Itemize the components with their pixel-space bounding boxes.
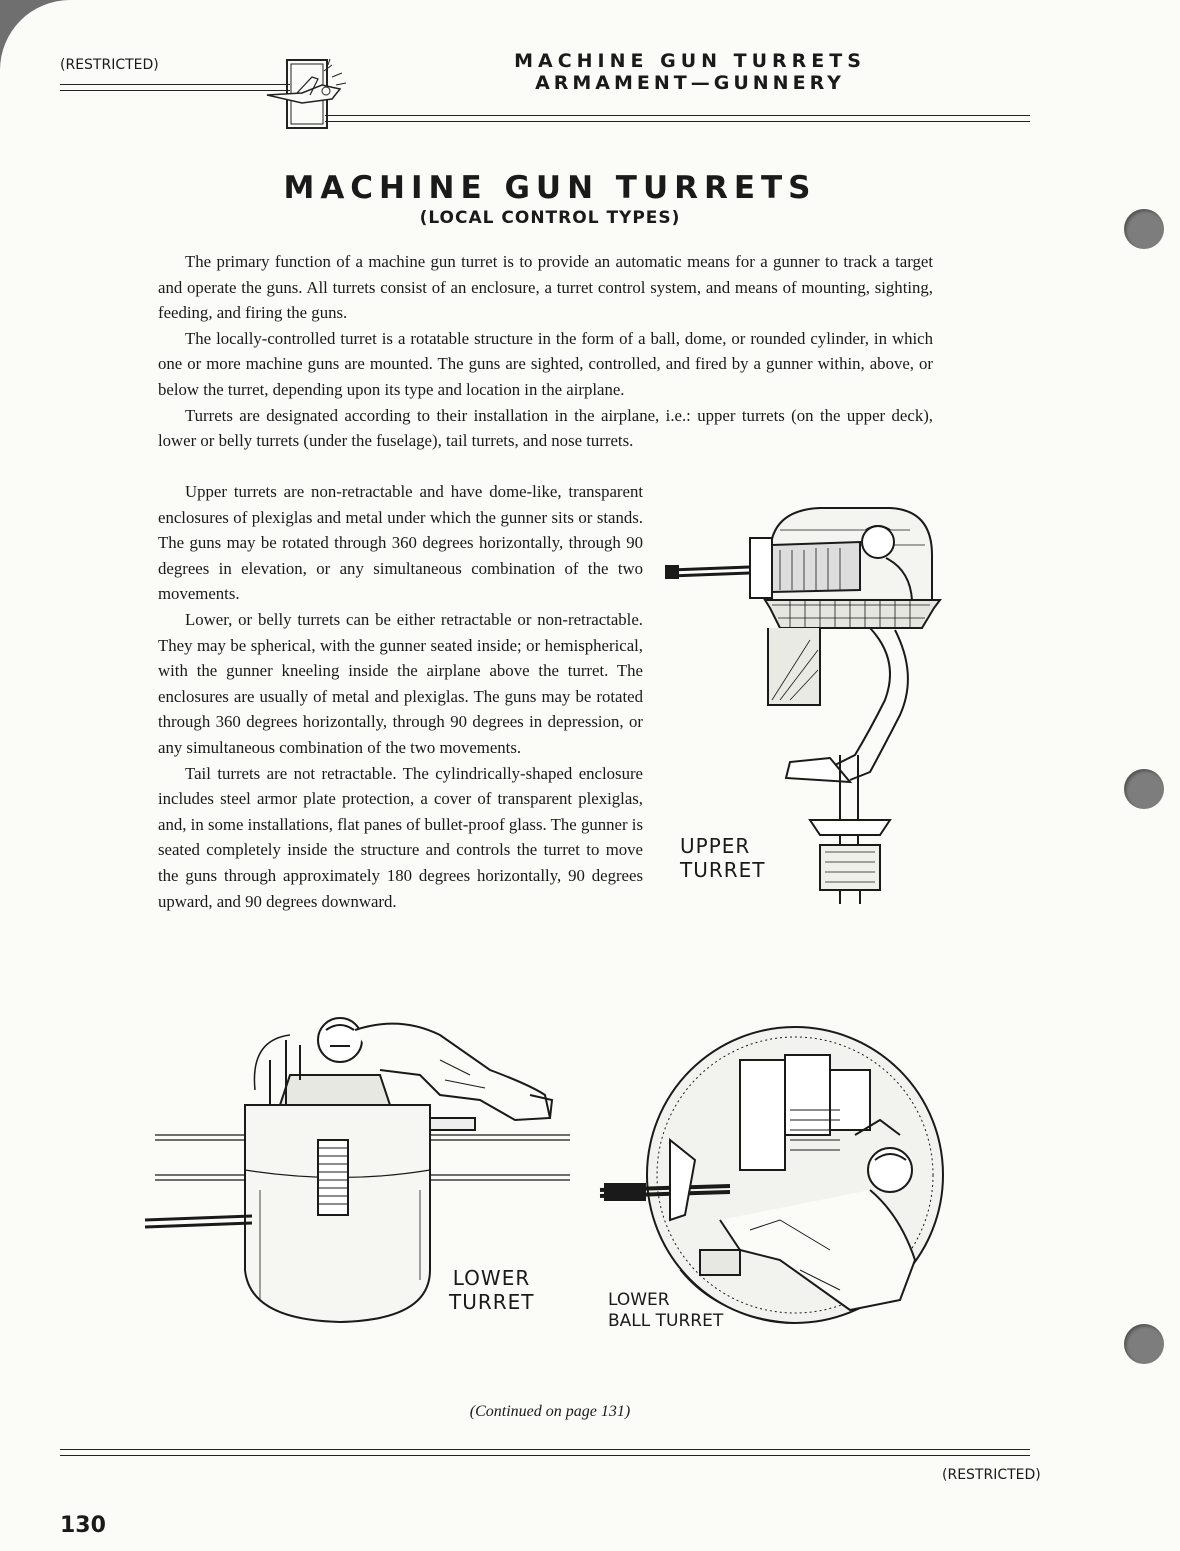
binder-hole xyxy=(1124,1324,1164,1364)
label-line: TURRET xyxy=(449,1290,535,1314)
continued-note: (Continued on page 131) xyxy=(469,1403,631,1420)
lower-ball-turret-label xyxy=(608,1290,723,1332)
running-header xyxy=(470,50,910,94)
page-title xyxy=(250,170,850,228)
upper-turret-label xyxy=(680,834,766,882)
header-line-2: ARMAMENT—GUNNERY xyxy=(535,72,845,94)
footer-rule xyxy=(60,1449,1030,1450)
header-rule-left xyxy=(60,84,290,85)
paragraph: Lower, or belly turrets can be either retractable or non-retractable. They may be spherical, with the gunner seated inside; or hemispherical, with the gunner kneeling inside the airplane above the turret. The enclosures are usually of metal and plexiglas. The guns may be rotated through 360 degrees horizontally, through 90 degrees in depression, or any simultaneous combination of the two movements. xyxy=(158,609,643,757)
label-line: BALL TURRET xyxy=(608,1311,724,1331)
paragraph: The locally-controlled turret is a rotatable structure in the form of a ball, dome, or rounded cylinder, in which one or more machine guns are mounted. The guns are sighted, controlled, and fired by a gunner within, above, or below the turret, depending upon its type and location in the airplane. xyxy=(158,328,933,399)
header-rule-right xyxy=(325,121,1030,122)
header-rule-left xyxy=(60,90,290,91)
column-text xyxy=(158,479,643,914)
paragraph: Tail turrets are not retractable. The cylindrically-shaped enclosure includes steel armor plate protection, a cover of transparent plexiglas, and, in some installations, flat panes of bullet-proof glass. The gunner is seated completely inside the structure and controls the turret to move the guns through approximately 180 degrees horizontally, 90 degrees upward, and 90 degrees downward. xyxy=(158,763,643,911)
label-line: UPPER xyxy=(680,834,751,858)
restricted-marking-top: (RESTRICTED) xyxy=(60,57,159,73)
title-main: MACHINE GUN TURRETS xyxy=(283,170,817,206)
lower-turret-label xyxy=(449,1266,534,1314)
restricted-marking-bottom: (RESTRICTED) xyxy=(942,1467,1041,1483)
intro-text xyxy=(158,249,933,454)
binder-hole xyxy=(1124,209,1164,249)
label-line: LOWER xyxy=(452,1266,531,1290)
header-line-1: MACHINE GUN TURRETS xyxy=(514,50,866,72)
footer-rule xyxy=(60,1455,1030,1456)
header-rule-right xyxy=(325,115,1030,116)
paragraph: Turrets are designated according to their installation in the airplane, i.e.: upper turrets (on the upper deck), lower or belly turrets (under the fuselage), tail turrets, and nose turrets. xyxy=(158,405,933,451)
label-line: TURRET xyxy=(680,858,766,882)
airplane-emblem-icon xyxy=(262,55,352,130)
paragraph: Upper turrets are non-retractable and have dome-like, transparent enclosures of plexiglas and metal under which the gunner sits or stands. The guns may be rotated through 360 degrees horizontally, through 90 degrees in elevation, or any simultaneous combination of the two movements. xyxy=(158,482,643,604)
paragraph: The primary function of a machine gun turret is to provide an automatic means for a gunner to track a target and operate the guns. All turrets consist of an enclosure, a turret control system, and means of mounting, sighting, feeding, and firing the guns. xyxy=(158,252,933,323)
title-subtitle: (LOCAL CONTROL TYPES) xyxy=(419,208,681,228)
binder-hole xyxy=(1124,769,1164,809)
label-line: LOWER xyxy=(608,1290,670,1310)
page-number: 130 xyxy=(60,1513,106,1538)
